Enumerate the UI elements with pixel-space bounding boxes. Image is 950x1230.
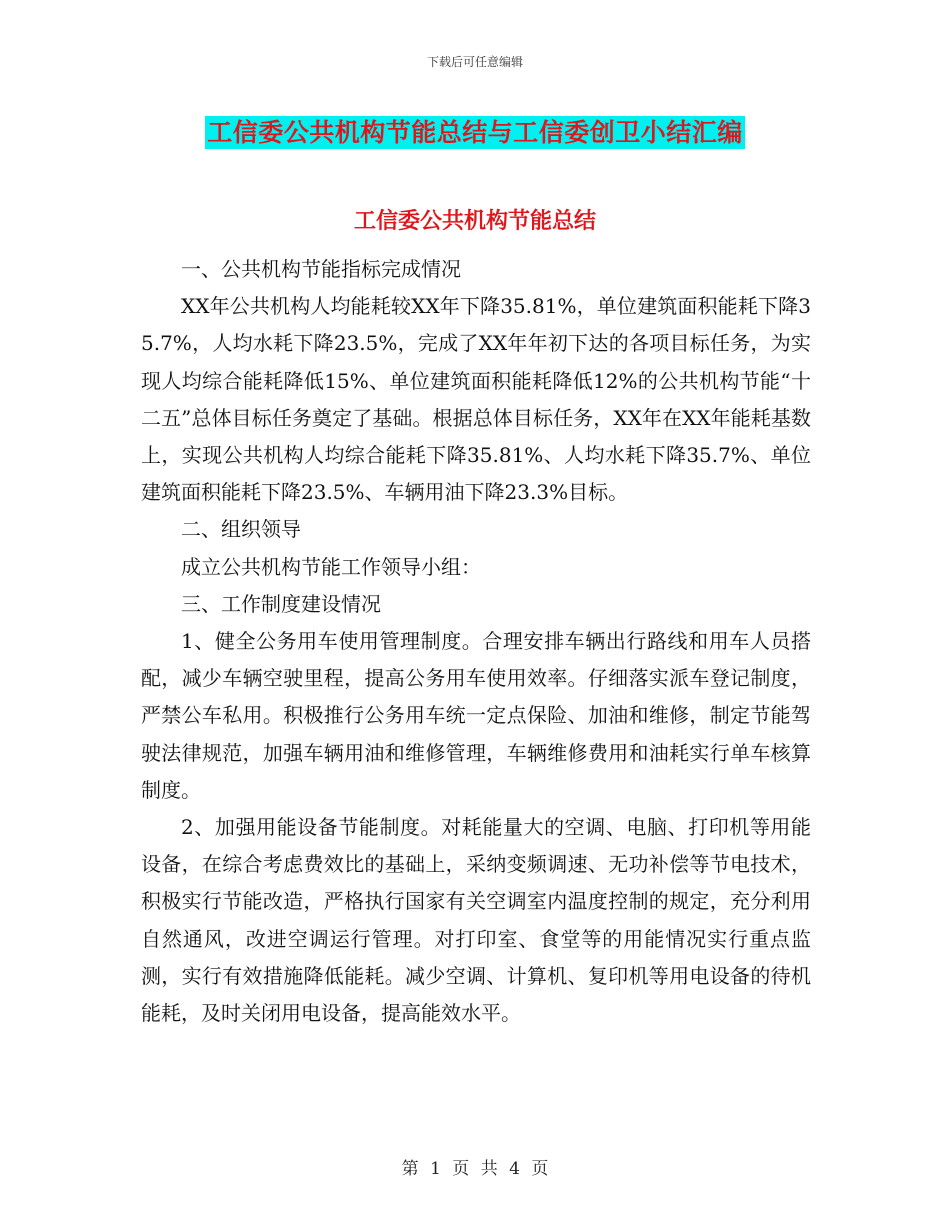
heading-energy-targets: 一、公共机构节能指标完成情况 [181, 257, 461, 281]
document-body [141, 251, 811, 1032]
document-title [0, 113, 950, 149]
paragraph-vehicle-management: 1、健全公务用车使用管理制度。合理安排车辆出行路线和用车人员搭配，减少车辆空驶里程，提高公务用车使用效率。仔细落实派车登记制度，严禁公车私用。积极推行公务用车统一定点保险、加油和维修，制定节能驾驶法律规范，加强车辆用油和维修管理，车辆维修费用和油耗实行单车核算制度。 [141, 629, 811, 802]
page-footer: 第 1 页 共 4 页 [401, 1159, 549, 1179]
section-title: 工信委公共机构节能总结 [353, 208, 596, 234]
header-note: 下载后可任意编辑 [426, 55, 523, 69]
document-title-text: 工信委公共机构节能总结与工信委创卫小结汇编 [207, 118, 743, 147]
paragraph-leadership-group: 成立公共机构节能工作领导小组： [181, 554, 481, 579]
paragraph-energy-results: XX年公共机构人均能耗较XX年下降35.81%，单位建筑面积能耗下降35.7%，人均水耗下降23.5%，完成了XX年年初下达的各项目标任务，为实现人均综合能耗降低15%、单位建筑面积能耗降低12%的公共机构节能“十二五”总体目标任务奠定了基础。根据总体目标任务，XX年在XX年能耗基数上，实现公共机构人均综合能耗下降35.81%、人均水耗下降35.7%、单位建筑面积能耗下降23.5%、车辆用油下降23.3%目标。 [141, 294, 811, 505]
heading-system-building: 三、工作制度建设情况 [181, 591, 381, 616]
paragraph-equipment-energy: 2、加强用能设备节能制度。对耗能量大的空调、电脑、打印机等用能设备，在综合考虑费效比的基础上，采纳变频调速、无功补偿等节电技术，积极实行节能改造，严格执行国家有关空调室内温度控制的规定，充分利用自然通风，改进空调运行管理。对打印室、食堂等的用能情况实行重点监测，实行有效措施降低能耗。减少空调、计算机、复印机等用电设备的待机能耗，及时关闭用电设备，提高能效水平。 [141, 815, 811, 1026]
heading-organization: 二、组织领导 [181, 517, 301, 542]
